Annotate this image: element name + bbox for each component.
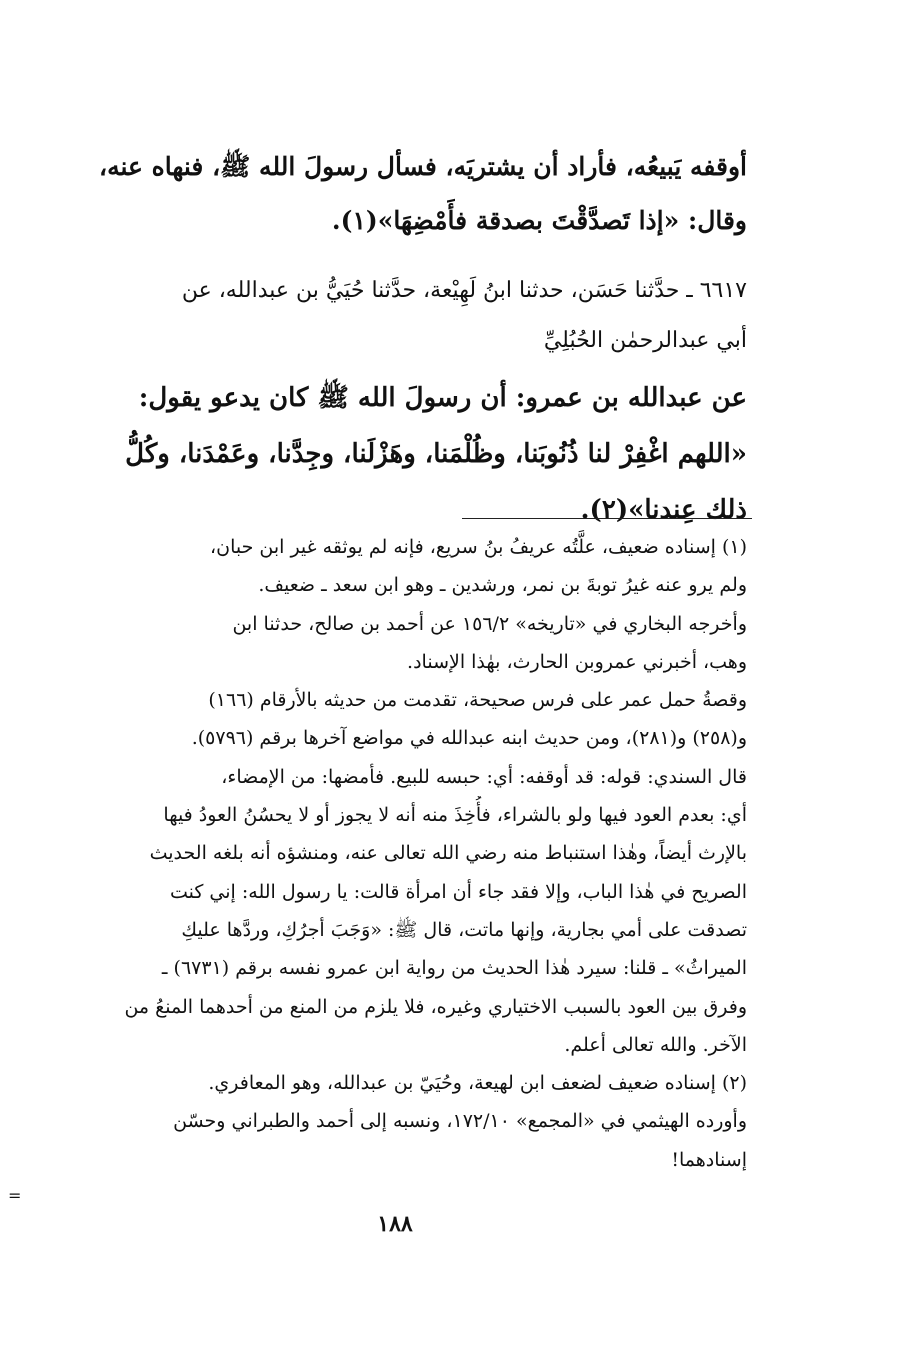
text-line: عن عبدالله بن عمرو: أن رسولَ الله ﷺ كان يدعو يقول:: [138, 383, 747, 413]
footnote-line: الصريح في هٰذا الباب، وإلا فقد جاء أن امرأة قالت: يا رسول الله: إني كنت: [169, 880, 747, 903]
hadith-matn: [46, 370, 747, 538]
text-line: أبي عبدالرحمٰن الحُبُلِيِّ: [543, 328, 747, 353]
footnote-line: و(٢٥٨) و(٢٨١)، ومن حديث ابنه عبدالله في مواضع آخرها برقم (٥٧٩٦).: [191, 727, 747, 750]
text-line: ذلك عِندنا»(٢).: [580, 495, 747, 525]
continuation-mark: =: [8, 1186, 22, 1205]
hadith-continuation: [46, 140, 747, 248]
hadith-isnad: [46, 266, 747, 366]
footnote-line: وأخرجه البخاري في «تاريخه» ١٥٦/٢ عن أحمد بن صالح، حدثنا ابن: [232, 612, 747, 635]
footnote-line: ولم يرو عنه غيرُ توبةَ بن نمر، ورشدين ـ وهو ابن سعد ـ ضعيف.: [258, 574, 747, 597]
footnote-line: إسنادهما!: [671, 1148, 747, 1171]
text-line: «اللهم اغْفِرْ لنا ذُنُوبَنا، وظُلْمَنا، وهَزْلَنا، وجِدَّنا، وعَمْدَنا، وكُلُّ: [125, 439, 747, 469]
text-line: أوقفه يَبيعُه، فأراد أن يشتريَه، فسأل رسولَ الله ﷺ، فنهاه عنه،: [99, 152, 747, 181]
text-line: وقال: «إذا تَصدَّقْتَ بصدقة فأَمْضِهَا»(١).: [331, 206, 747, 235]
footnotes: [46, 528, 747, 1179]
footnote-line: وفرق بين العود بالسبب الاختياري وغيره، فلا يلزم من المنع من أحدهما المنعُ من: [124, 995, 747, 1018]
text-line: ٦٦١٧ ـ حدَّثنا حَسَن، حدثنا ابنُ لَهِيْعة، حدَّثنا حُيَيُّ بن عبدالله، عن: [181, 278, 747, 303]
footnote-separator: [462, 518, 752, 519]
footnote-line: بالإرث أيضاً، وهٰذا استنباط منه رضي الله تعالى عنه، ومنشؤه أنه بلغه الحديث: [149, 842, 747, 865]
footnote-line: تصدقت على أمي بجارية، وإنها ماتت، قال ﷺ: «وَجَبَ أجرُكِ، وردَّها عليكِ: [181, 918, 747, 941]
footnote-line: وقصةُ حمل عمر على فرس صحيحة، تقدمت من حديثه بالأرقام (١٦٦): [208, 689, 747, 712]
page-number: ١٨٨: [377, 1211, 413, 1237]
footnote-line: الميراثُ» ـ قلنا: سيرد هٰذا الحديث من رواية ابن عمرو نفسه برقم (٦٧٣١) ـ: [161, 957, 747, 980]
footnote-line: وأورده الهيثمي في «المجمع» ١٧٢/١٠، ونسبه إلى أحمد والطبراني وحسّن: [173, 1110, 747, 1133]
footnote-line: (١) إسناده ضعيف، علَّتُه عريفُ بنُ سريع، فإنه لم يوثقه غير ابن حبان،: [209, 536, 747, 558]
footnote-line: قال السندي: قوله: قد أوقفه: أي: حبسه للبيع. فأمضها: من الإمضاء،: [221, 765, 747, 788]
footnote-line: (٢) إسناده ضعيف لضعف ابن لهيعة، وحُيَيّ بن عبدالله، وهو المعافري.: [208, 1072, 747, 1095]
footnote-line: أي: بعدم العود فيها ولو بالشراء، فأُخِذَ منه أنه لا يجوز أو لا يحسُنُ العودُ فيها: [163, 804, 747, 827]
footnote-line: الآخر. والله تعالى أعلم.: [564, 1033, 747, 1056]
footnote-line: وهب، أخبرني عمروبن الحارث، بهٰذا الإسناد.: [407, 650, 747, 673]
